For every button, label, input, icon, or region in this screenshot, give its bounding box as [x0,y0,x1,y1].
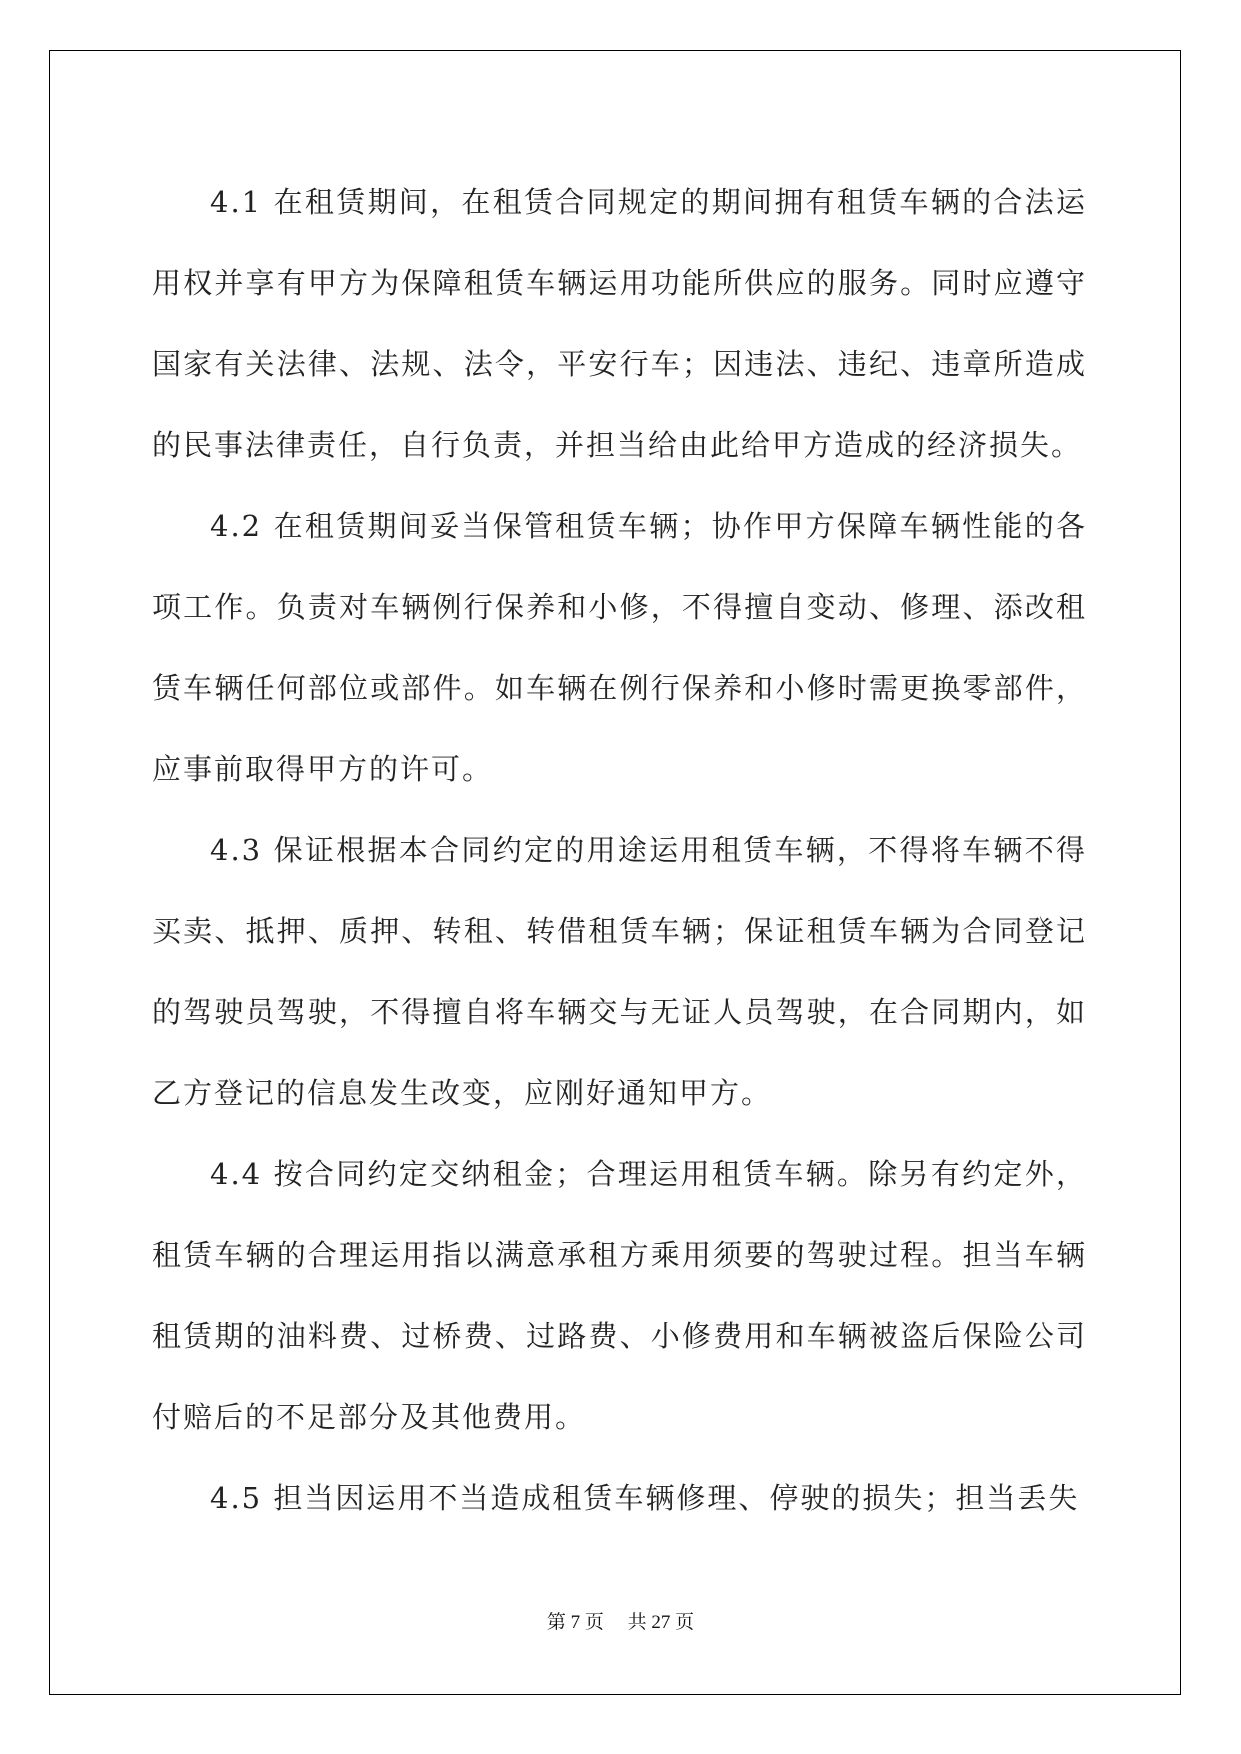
paragraph-4-5: 4.5 担当因运用不当造成租赁车辆修理、停驶的损失；担当丢失 [210,1481,1080,1515]
paragraph-4-4: 4.4 按合同约定交纳租金；合理运用租赁车辆。除另有约定外，租赁车辆的合理运用指以满意承租方乘用须要的驾驶过程。担当车辆租赁期的油料费、过桥费、过路费、小修费用和车辆被盗后保险公司付赔后的不足部分及其他费用。 [152,1157,1087,1434]
document-body [152,162,1087,1539]
page-total: 共 27 页 [627,1612,695,1633]
paragraph-4-2: 4.2 在租赁期间妥当保管租赁车辆；协作甲方保障车辆性能的各项工作。负责对车辆例行保养和小修，不得擅自变动、修理、添改租赁车辆任何部位或部件。如车辆在例行保养和小修时需更换零部件，应事前取得甲方的许可。 [152,509,1087,786]
paragraph-4-3: 4.3 保证根据本合同约定的用途运用租赁车辆，不得将车辆不得买卖、抵押、质押、转租、转借租赁车辆；保证租赁车辆为合同登记的驾驶员驾驶，不得擅自将车辆交与无证人员驾驶，在合同期内，如乙方登记的信息发生改变，应刚好通知甲方。 [152,833,1087,1110]
page-number: 第 7 页 [546,1612,604,1633]
paragraph-4-1: 4.1 在租赁期间，在租赁合同规定的期间拥有租赁车辆的合法运用权并享有甲方为保障租赁车辆运用功能所供应的服务。同时应遵守国家有关法律、法规、法令，平安行车；因违法、违纪、违章所造成的民事法律责任，自行负责，并担当给由此给甲方造成的经济损失。 [152,185,1087,462]
page-footer [0,1607,1241,1634]
